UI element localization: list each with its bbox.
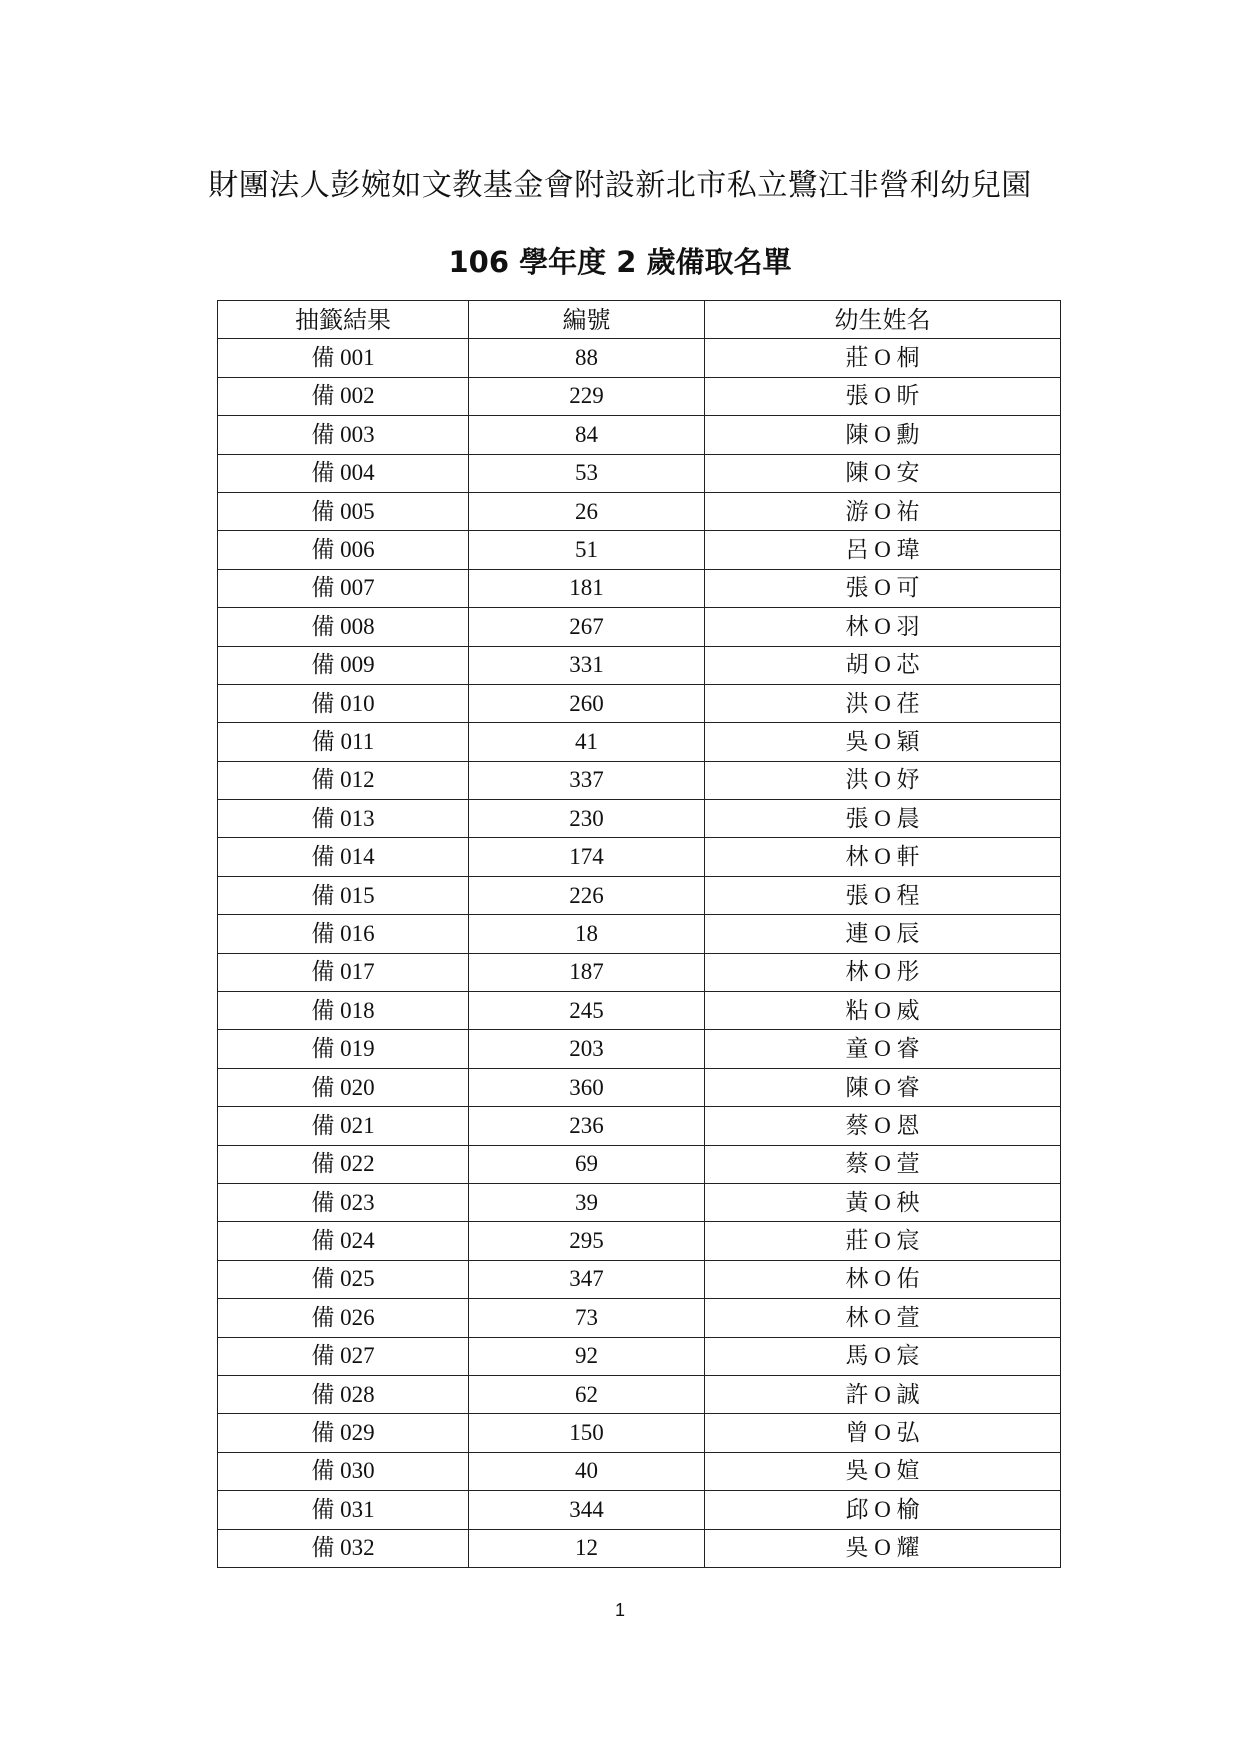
cell-draw-result: 備 019: [218, 1030, 469, 1068]
table-row: [218, 531, 1061, 569]
cell-child-name: 吳 O 耀: [705, 1529, 1061, 1567]
cell-draw-result: 備 013: [218, 800, 469, 838]
cell-number: 295: [469, 1222, 705, 1260]
table-row: [218, 646, 1061, 684]
cell-child-name: 洪 O 荏: [705, 684, 1061, 722]
cell-draw-result: 備 021: [218, 1107, 469, 1145]
table-body: [218, 339, 1061, 1568]
cell-number: 41: [469, 723, 705, 761]
table-row: [218, 1375, 1061, 1413]
cell-child-name: 張 O 可: [705, 569, 1061, 607]
table-row: [218, 1260, 1061, 1298]
cell-number: 53: [469, 454, 705, 492]
cell-draw-result: 備 026: [218, 1299, 469, 1337]
table-row: [218, 454, 1061, 492]
cell-draw-result: 備 003: [218, 416, 469, 454]
cell-child-name: 林 O 萱: [705, 1299, 1061, 1337]
cell-draw-result: 備 015: [218, 876, 469, 914]
cell-child-name: 莊 O 宸: [705, 1222, 1061, 1260]
cell-draw-result: 備 016: [218, 915, 469, 953]
cell-draw-result: 備 014: [218, 838, 469, 876]
cell-child-name: 游 O 祐: [705, 492, 1061, 530]
cell-number: 69: [469, 1145, 705, 1183]
cell-child-name: 張 O 晨: [705, 800, 1061, 838]
cell-number: 347: [469, 1260, 705, 1298]
cell-child-name: 張 O 程: [705, 876, 1061, 914]
cell-child-name: 林 O 彤: [705, 953, 1061, 991]
cell-child-name: 呂 O 瑋: [705, 531, 1061, 569]
cell-child-name: 吳 O 媗: [705, 1452, 1061, 1490]
page-number: 1: [614, 1600, 625, 1620]
cell-number: 150: [469, 1414, 705, 1452]
cell-child-name: 蔡 O 恩: [705, 1107, 1061, 1145]
table-row: [218, 608, 1061, 646]
cell-child-name: 邱 O 榆: [705, 1491, 1061, 1529]
cell-draw-result: 備 012: [218, 761, 469, 799]
table-row: [218, 492, 1061, 530]
cell-child-name: 莊 O 桐: [705, 339, 1061, 377]
cell-number: 18: [469, 915, 705, 953]
cell-number: 187: [469, 953, 705, 991]
cell-child-name: 林 O 羽: [705, 608, 1061, 646]
cell-number: 88: [469, 339, 705, 377]
cell-number: 73: [469, 1299, 705, 1337]
cell-draw-result: 備 010: [218, 684, 469, 722]
cell-draw-result: 備 027: [218, 1337, 469, 1375]
cell-number: 229: [469, 377, 705, 415]
table-header-row: [218, 301, 1061, 339]
cell-draw-result: 備 006: [218, 531, 469, 569]
table-row: [218, 339, 1061, 377]
header-number: 編號: [469, 301, 705, 339]
table-row: [218, 800, 1061, 838]
table-row: [218, 1529, 1061, 1567]
table-row: [218, 1222, 1061, 1260]
table-row: [218, 1414, 1061, 1452]
cell-number: 267: [469, 608, 705, 646]
cell-number: 331: [469, 646, 705, 684]
table-row: [218, 1337, 1061, 1375]
cell-number: 40: [469, 1452, 705, 1490]
cell-child-name: 連 O 辰: [705, 915, 1061, 953]
cell-number: 203: [469, 1030, 705, 1068]
cell-draw-result: 備 031: [218, 1491, 469, 1529]
table-row: [218, 953, 1061, 991]
cell-draw-result: 備 017: [218, 953, 469, 991]
document-title: 財團法人彭婉如文教基金會附設新北市私立鷺江非營利幼兒園: [208, 168, 1032, 203]
cell-child-name: 陳 O 勳: [705, 416, 1061, 454]
table-row: [218, 876, 1061, 914]
table-row: [218, 1107, 1061, 1145]
cell-draw-result: 備 011: [218, 723, 469, 761]
table-row: [218, 416, 1061, 454]
table-row: [218, 992, 1061, 1030]
cell-child-name: 陳 O 睿: [705, 1068, 1061, 1106]
cell-draw-result: 備 028: [218, 1375, 469, 1413]
cell-draw-result: 備 025: [218, 1260, 469, 1298]
cell-draw-result: 備 032: [218, 1529, 469, 1567]
cell-draw-result: 備 002: [218, 377, 469, 415]
cell-child-name: 洪 O 妤: [705, 761, 1061, 799]
cell-number: 337: [469, 761, 705, 799]
cell-draw-result: 備 001: [218, 339, 469, 377]
cell-draw-result: 備 020: [218, 1068, 469, 1106]
table-row: [218, 915, 1061, 953]
cell-number: 245: [469, 992, 705, 1030]
cell-child-name: 陳 O 安: [705, 454, 1061, 492]
cell-draw-result: 備 018: [218, 992, 469, 1030]
cell-number: 92: [469, 1337, 705, 1375]
table-row: [218, 684, 1061, 722]
cell-child-name: 許 O 誠: [705, 1375, 1061, 1413]
cell-number: 174: [469, 838, 705, 876]
table-row: [218, 723, 1061, 761]
cell-number: 360: [469, 1068, 705, 1106]
cell-child-name: 張 O 昕: [705, 377, 1061, 415]
table-row: [218, 569, 1061, 607]
cell-number: 39: [469, 1183, 705, 1221]
cell-draw-result: 備 023: [218, 1183, 469, 1221]
table-row: [218, 377, 1061, 415]
header-child-name: 幼生姓名: [705, 301, 1061, 339]
cell-number: 236: [469, 1107, 705, 1145]
cell-number: 230: [469, 800, 705, 838]
document-subtitle: 106 學年度 2 歲備取名單: [448, 245, 792, 279]
cell-child-name: 黃 O 秧: [705, 1183, 1061, 1221]
cell-child-name: 馬 O 宸: [705, 1337, 1061, 1375]
table-row: [218, 1491, 1061, 1529]
cell-number: 84: [469, 416, 705, 454]
table-row: [218, 1030, 1061, 1068]
cell-number: 26: [469, 492, 705, 530]
cell-number: 12: [469, 1529, 705, 1567]
cell-number: 260: [469, 684, 705, 722]
cell-number: 226: [469, 876, 705, 914]
cell-child-name: 林 O 佑: [705, 1260, 1061, 1298]
cell-number: 344: [469, 1491, 705, 1529]
cell-number: 62: [469, 1375, 705, 1413]
cell-draw-result: 備 005: [218, 492, 469, 530]
table-row: [218, 1299, 1061, 1337]
table-row: [218, 1068, 1061, 1106]
table-row: [218, 1183, 1061, 1221]
cell-draw-result: 備 009: [218, 646, 469, 684]
cell-draw-result: 備 008: [218, 608, 469, 646]
cell-draw-result: 備 024: [218, 1222, 469, 1260]
cell-number: 51: [469, 531, 705, 569]
cell-draw-result: 備 004: [218, 454, 469, 492]
table-row: [218, 838, 1061, 876]
table-row: [218, 1145, 1061, 1183]
cell-child-name: 童 O 睿: [705, 1030, 1061, 1068]
waitlist-table: [217, 300, 1061, 1568]
header-draw-result: 抽籤結果: [218, 301, 469, 339]
table-row: [218, 761, 1061, 799]
cell-number: 181: [469, 569, 705, 607]
cell-child-name: 林 O 軒: [705, 838, 1061, 876]
cell-draw-result: 備 029: [218, 1414, 469, 1452]
table-row: [218, 1452, 1061, 1490]
cell-child-name: 胡 O 芯: [705, 646, 1061, 684]
cell-child-name: 吳 O 穎: [705, 723, 1061, 761]
cell-child-name: 曾 O 弘: [705, 1414, 1061, 1452]
cell-draw-result: 備 030: [218, 1452, 469, 1490]
cell-child-name: 粘 O 威: [705, 992, 1061, 1030]
cell-draw-result: 備 007: [218, 569, 469, 607]
cell-child-name: 蔡 O 萱: [705, 1145, 1061, 1183]
cell-draw-result: 備 022: [218, 1145, 469, 1183]
